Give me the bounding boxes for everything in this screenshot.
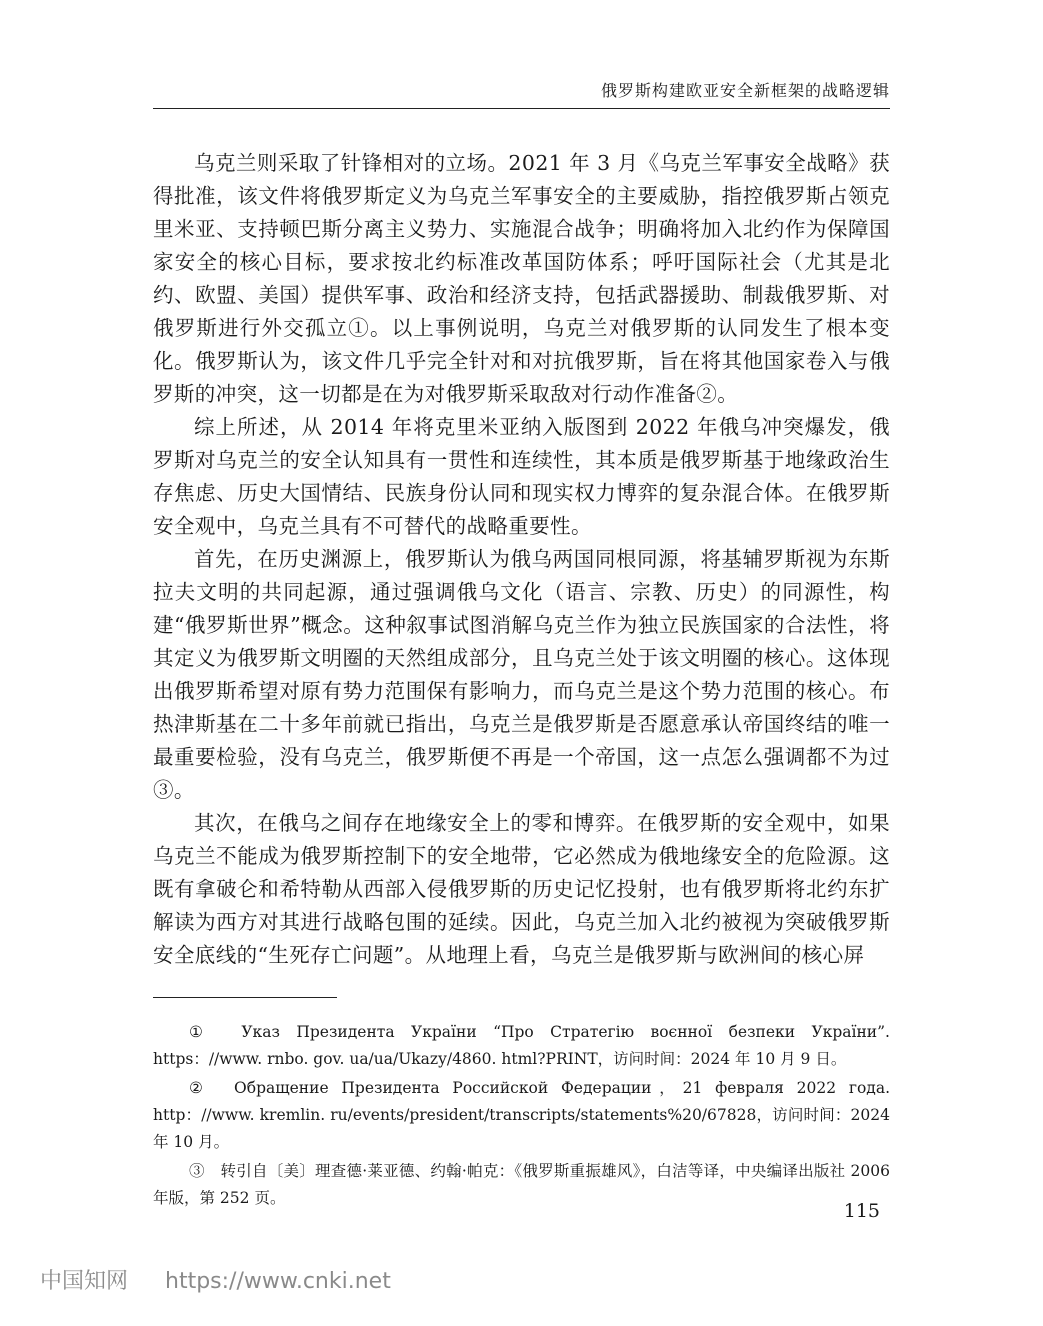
footnotes (153, 1019, 890, 1214)
paragraph: 乌克兰则采取了针锋相对的立场。2021 年 3 月《乌克兰军事安全战略》获得批准，该文件将俄罗斯定义为乌克兰军事安全的主要威胁，指控俄罗斯占领克里米亚、支持顿巴斯分离主义势力、实施混合战争；明确将加入北约作为保障国家安全的核心目标，要求按北约标准改革国防体系；呼吁国际社会（尤其是北约、欧盟、美国）提供军事、政治和经济支持，包括武器援助、制裁俄罗斯、对俄罗斯进行外交孤立①。以上事例说明，乌克兰对俄罗斯的认同发生了根本变化。俄罗斯认为，该文件几乎完全针对和对抗俄罗斯，旨在将其他国家卷入与俄罗斯的冲突，这一切都是在为对俄罗斯采取敌对行动作准备②。 (153, 151, 890, 406)
paragraph: 其次，在俄乌之间存在地缘安全上的零和博弈。在俄罗斯的安全观中，如果乌克兰不能成为俄罗斯控制下的安全地带，它必然成为俄地缘安全的危险源。这既有拿破仑和希特勒从西部入侵俄罗斯的历史记忆投射，也有俄罗斯将北约东扩解读为西方对其进行战略包围的延续。因此，乌克兰加入北约被视为突破俄罗斯安全底线的“生死存亡问题”。从地理上看，乌克兰是俄罗斯与欧洲间的核心屏 (153, 811, 890, 967)
footnote-2: ② Обращение Президента Российской Федерации，21 февраля 2022 года. http：//www. kremlin. ru/events/president/transcripts/statements%20/67828，访问时间：2024 年 10 月。 (153, 1079, 890, 1151)
header-rule (153, 108, 890, 109)
paragraph: 综上所述，从 2014 年将克里米亚纳入版图到 2022 年俄乌冲突爆发，俄罗斯对乌克兰的安全认知具有一贯性和连续性，其本质是俄罗斯基于地缘政治生存焦虑、历史大国情结、民族身份认同和现实权力博弈的复杂混合体。在俄罗斯安全观中，乌克兰具有不可替代的战略重要性。 (153, 415, 890, 538)
footnote-1: ① Указ Президента України “Про Стратегію воєнної безпеки України”. https：//www. rnbo. gov. ua/ua/Ukazy/4860. html?PRINT，访问时间：2024 年 10 月 9 日。 (153, 1023, 890, 1068)
paragraph: 首先，在历史渊源上，俄罗斯认为俄乌两国同根同源，将基辅罗斯视为东斯拉夫文明的共同起源，通过强调俄乌文化（语言、宗教、历史）的同源性，构建“俄罗斯世界”概念。这种叙事试图消解乌克兰作为独立民族国家的合法性，将其定义为俄罗斯文明圈的天然组成部分，且乌克兰处于该文明圈的核心。这体现出俄罗斯希望对原有势力范围保有影响力，而乌克兰是这个势力范围的核心。布热津斯基在二十多年前就已指出，乌克兰是俄罗斯是否愿意承认帝国终结的唯一最重要检验，没有乌克兰，俄罗斯便不再是一个帝国，这一点怎么强调都不为过③。 (153, 547, 890, 802)
page-number: 115 (843, 1200, 880, 1222)
body-text (153, 147, 890, 972)
footnote-rule (153, 997, 337, 998)
cnki-brand: 中国知网 (40, 1269, 129, 1294)
cnki-url[interactable]: https://www.cnki.net (165, 1269, 391, 1294)
running-title: 俄罗斯构建欧亚安全新框架的战略逻辑 (600, 81, 890, 100)
footnote-3: ③ 转引自〔美〕理查德·莱亚德、约翰·帕克：《俄罗斯重振雄风》，白洁等译，中央编译出版社 2006 年版，第 252 页。 (153, 1162, 890, 1207)
cnki-watermark (40, 1264, 391, 1295)
